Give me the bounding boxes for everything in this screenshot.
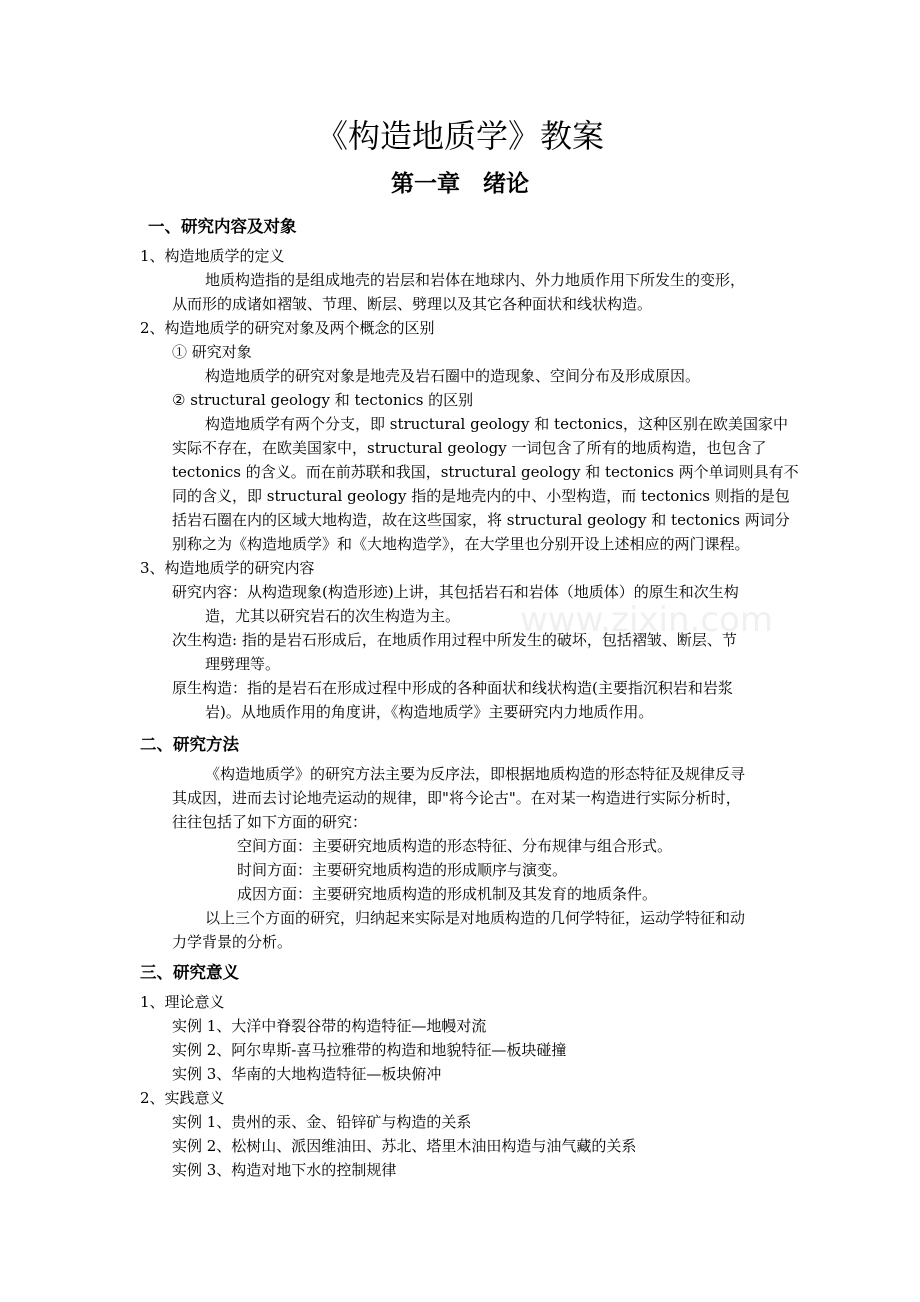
paragraph-line: 从而形的成诸如褶皱、节理、断层、劈理以及其它各种面状和线状构造。	[172, 295, 653, 313]
section1-sub2-label: ② structural geology 和 tectonics 的区别	[172, 391, 474, 409]
section1-heading: 一、研究内容及对象	[148, 217, 297, 236]
paragraph-line: 构造地质学的研究对象是地壳及岩石圈中的造现象、空间分布及形成原因。	[205, 367, 701, 385]
list-item: 实例 1、大洋中脊裂谷带的构造特征—地幔对流	[172, 1017, 487, 1035]
list-item: 实例 3、构造对地下水的控制规律	[172, 1161, 397, 1179]
paragraph-line: 造，尤其以研究岩石的次生构造为主。	[205, 607, 461, 625]
section1-item2-label: 2、构造地质学的研究对象及两个概念的区别	[140, 319, 435, 337]
paragraph-line: tectonics 的含义。而在前苏联和我国，structural geology 和 tectonics 两个单词则具有不	[172, 463, 799, 481]
section2-heading: 二、研究方法	[140, 735, 239, 754]
paragraph-line: 往往包括了如下方面的研究：	[172, 813, 368, 831]
list-item: 实例 1、贵州的汞、金、铅锌矿与构造的关系	[172, 1113, 472, 1131]
paragraph-line: 地质构造指的是组成地壳的岩层和岩体在地球内、外力地质作用下所发生的变形，	[205, 271, 746, 289]
paragraph-line: 括岩石圈在内的区域大地构造，故在这些国家，将 structural geology 和 tectonics 两词分	[172, 511, 790, 529]
paragraph-line: 《构造地质学》的研究方法主要为反序法，即根据地质构造的形态特征及规律反寻	[205, 765, 746, 783]
paragraph-line: 同的含义，即 structural geology 指的是地壳内的中、小型构造，而 tectonics 则指的是包	[172, 487, 790, 505]
paragraph-line: 其成因，进而去讨论地壳运动的规律，即"将今论古"。在对某一构造进行实际分析时，	[172, 789, 741, 807]
paragraph-line: 岩)。从地质作用的角度讲，《构造地质学》主要研究内力地质作用。	[205, 703, 654, 721]
paragraph-line: 以上三个方面的研究，归纳起来实际是对地质构造的几何学特征，运动学特征和动	[205, 909, 746, 927]
paragraph-line: 原生构造：指的是岩石在形成过程中形成的各种面状和线状构造(主要指沉积岩和岩浆	[172, 679, 733, 697]
paragraph-line: 理劈理等。	[205, 655, 281, 673]
paragraph-line: 成因方面：主要研究地质构造的形成机制及其发育的地质条件。	[237, 885, 658, 903]
section3-heading: 三、研究意义	[140, 963, 239, 982]
section1-item3-label: 3、构造地质学的研究内容	[140, 559, 315, 577]
paragraph-line: 研究内容：从构造现象(构造形迹)上讲，其包括岩石和岩体（地质体）的原生和次生构	[172, 583, 739, 601]
watermark: www.zixin.com	[520, 600, 773, 640]
chapter-title: 第一章 绪论	[391, 170, 529, 197]
paragraph-line: 别称之为《构造地质学》和《大地构造学》，在大学里也分别开设上述相应的两门课程。	[172, 535, 750, 553]
list-item: 实例 2、松树山、派因维油田、苏北、塔里木油田构造与油气藏的关系	[172, 1137, 637, 1155]
section1-sub1-label: ① 研究对象	[172, 343, 252, 361]
paragraph-line: 构造地质学有两个分支，即 structural geology 和 tectonics，这种区别在欧美国家中	[205, 415, 788, 433]
paragraph-line: 力学背景的分析。	[172, 933, 293, 951]
paragraph-line: 次生构造: 指的是岩石形成后，在地质作用过程中所发生的破坏，包括褶皱、断层、节	[172, 631, 737, 649]
list-item: 实例 3、华南的大地构造特征—板块俯冲	[172, 1065, 442, 1083]
section3-item2-label: 2、实践意义	[140, 1089, 225, 1107]
document-title: 《构造地质学》教案	[315, 117, 604, 155]
section3-item1-label: 1、理论意义	[140, 993, 225, 1011]
paragraph-line: 时间方面：主要研究地质构造的形成顺序与演变。	[237, 861, 568, 879]
list-item: 实例 2、阿尔卑斯-喜马拉雅带的构造和地貌特征—板块碰撞	[172, 1041, 567, 1059]
section1-item1-label: 1、构造地质学的定义	[140, 247, 285, 265]
paragraph-line: 实际不存在，在欧美国家中，structural geology 一词包含了所有的地质构造，也包含了	[172, 439, 767, 457]
paragraph-line: 空间方面：主要研究地质构造的形态特征、分布规律与组合形式。	[237, 837, 673, 855]
